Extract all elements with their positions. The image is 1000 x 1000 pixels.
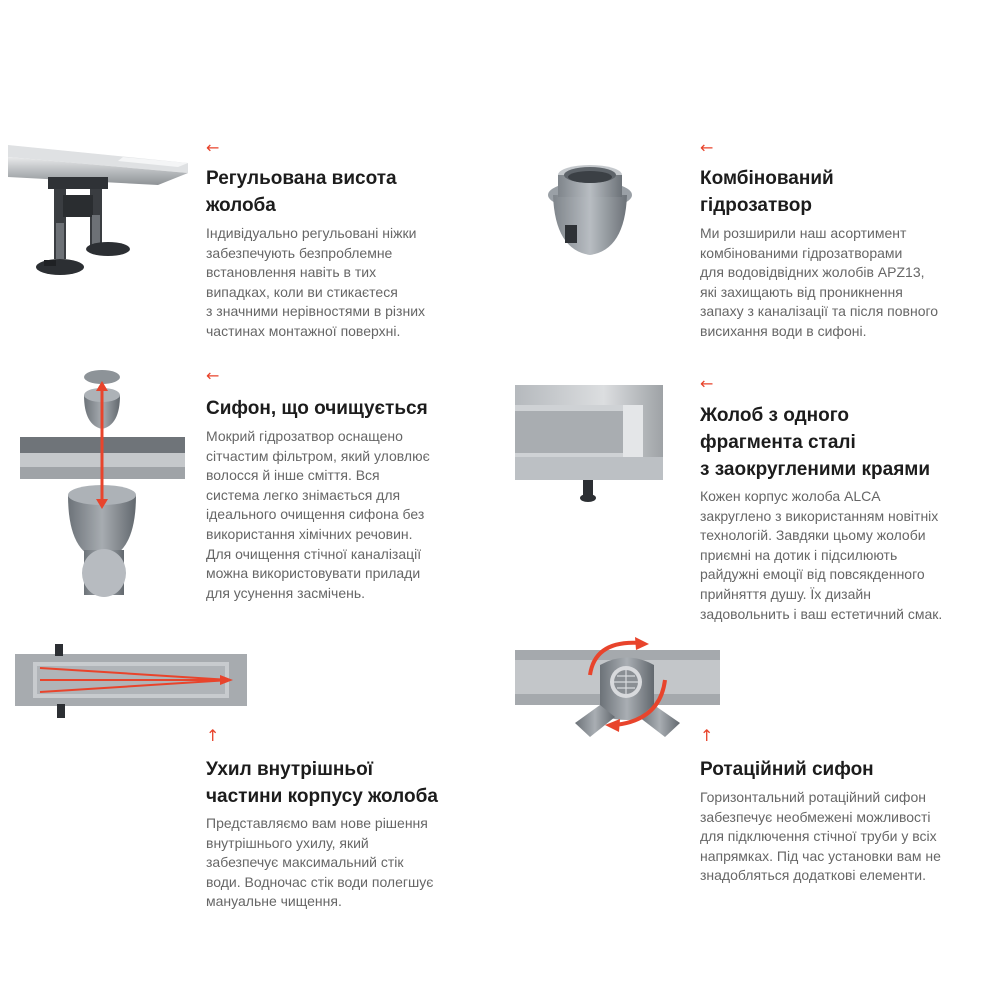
feature-text: Кожен корпус жолоба ALCA закруглено з використанням новітніх технологій. Завдяки цьому жолоби приємні на дотик і підсилюють райдужні емоції від повсякденного прийняття душу. Їх дизайн задовольнить і ваш естетичний смак. [700,488,943,622]
slope-drain-image [15,640,247,725]
feature-text: Мокрий гідрозатвор оснащено сітчастим фільтром, який уловлює волосся й інше сміття. Вся система легко знімається для ідеального очищення сифона без використання хімічних речовин. Для очищення стічної каналізації можна використовувати прилади для усунення засмічень. [206,428,430,601]
rotation-siphon-image [515,635,720,745]
left-arrow-icon: ← [700,138,714,157]
feature-text: Горизонтальний ротаційний сифон забезпечує необмежені можливості для підключення стічної труби у всіх напрямках. Під час установки вам не знадобляться додаткові елементи. [700,789,941,884]
one-piece-drain-image [515,385,665,505]
feature-title: Комбінований гідрозатвор [700,168,834,216]
up-arrow-icon: ↑ [206,726,220,745]
water-seal-image [545,155,640,260]
adjustable-legs-drain-image [8,135,193,285]
left-arrow-icon: ← [700,374,714,393]
feature-title: Сифон, що очищується [206,398,428,419]
feature-text: Індивідуально регульовані ніжки забезпечують безпроблемне встановлення навіть в тих випадках, коли ви стикаєтеся з значними нерівностями в різних частинах монтажної поверхні. [206,225,426,339]
left-arrow-icon: ← [206,138,220,157]
left-arrow-icon: ← [206,366,220,385]
feature-title: Ротаційний сифон [700,759,874,780]
feature-title: Жолоб з одного фрагмента сталі з заокругленими краями [700,405,931,480]
feature-text: Ми розширили наш асортимент комбінованими гідрозатворами для водовідвідних жолобів APZ13, які захищають від проникнення запаху з каналізації та після повного висихання води в сифоні. [700,225,939,339]
feature-title: Ухил внутрішньої частини корпусу жолоба [206,759,438,807]
cleanable-siphon-image [20,365,185,595]
up-arrow-icon: ↑ [700,726,714,745]
feature-title: Регульована висота жолоба [206,168,397,216]
feature-text: Представляємо вам нове рішення внутрішнього ухилу, який забезпечує максимальний стік води. Водночас стік води полегшує мануальне чищення. [206,815,434,910]
